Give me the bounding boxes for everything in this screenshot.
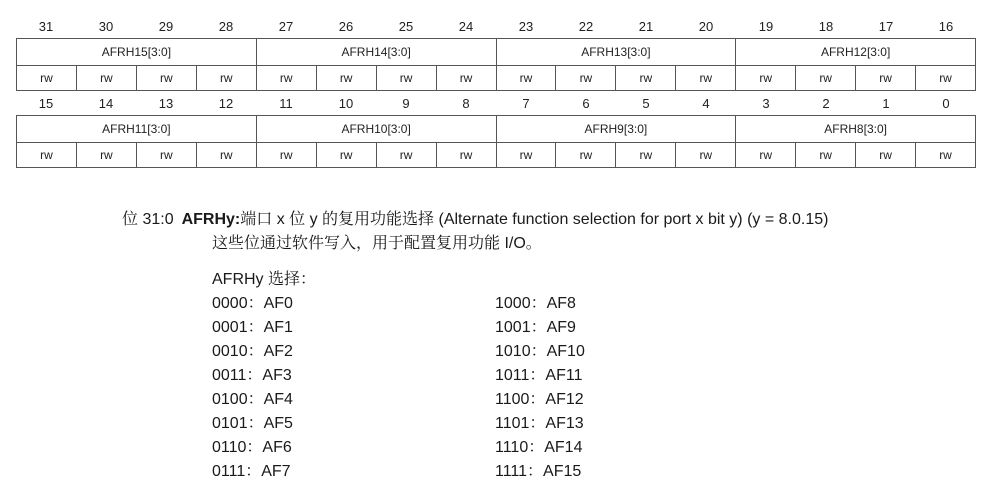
lower-access-cell: rw: [436, 143, 496, 168]
lower-access-cell: rw: [376, 143, 436, 168]
lower-access-cell: rw: [796, 143, 856, 168]
upper-access-cell: rw: [616, 66, 676, 91]
selection-item: 0010：AF2: [212, 343, 293, 360]
lower-access-cell: rw: [676, 143, 736, 168]
upper-bit-number: 22: [578, 18, 594, 34]
field-afrh12: AFRH12[3:0]: [736, 39, 976, 66]
upper-access-cell: rw: [736, 66, 796, 91]
selection-item: 1110：AF14: [495, 439, 583, 456]
upper-bit-number: 26: [338, 18, 354, 34]
upper-access-cell: rw: [436, 66, 496, 91]
lower-bit-number: 14: [98, 95, 114, 111]
upper-access-cell: rw: [136, 66, 196, 91]
lower-access-cell: rw: [76, 143, 136, 168]
upper-access-cell: rw: [796, 66, 856, 91]
selection-item: 1101：AF13: [495, 415, 584, 432]
upper-bit-number: 28: [218, 18, 234, 34]
field-afrh11: AFRH11[3:0]: [17, 116, 257, 143]
field-afrh9: AFRH9[3:0]: [496, 116, 736, 143]
lower-access-cell: rw: [496, 143, 556, 168]
upper-access-cell: rw: [17, 66, 77, 91]
upper-bit-number: 16: [938, 18, 954, 34]
upper-access-cell: rw: [496, 66, 556, 91]
upper-access-row: [17, 66, 976, 91]
register-diagram: [16, 14, 976, 168]
lower-bit-number: 5: [642, 95, 650, 111]
selection-item: 0001：AF1: [212, 319, 293, 336]
upper-bit-number: 23: [518, 18, 534, 34]
selection-item: 0111：AF7: [212, 463, 291, 480]
lower-access-cell: rw: [256, 143, 316, 168]
lower-access-cell: rw: [736, 143, 796, 168]
upper-bit-number: 25: [398, 18, 414, 34]
selection-item: 0100：AF4: [212, 391, 293, 408]
description-line2: 这些位通过软件写入，用于配置复用功能 I/O。: [212, 235, 542, 252]
upper-access-cell: rw: [256, 66, 316, 91]
upper-bit-number: 20: [698, 18, 714, 34]
selection-item: 1100：AF12: [495, 391, 584, 408]
description-headline: [122, 208, 982, 232]
lower-bit-number: 2: [822, 95, 830, 111]
lower-access-cell: rw: [616, 143, 676, 168]
selection-item: 1001：AF9: [495, 319, 576, 336]
upper-register-table: [16, 38, 976, 91]
field-afrh8: AFRH8[3:0]: [736, 116, 976, 143]
upper-bit-number: 18: [818, 18, 834, 34]
selection-item: 0101：AF5: [212, 415, 293, 432]
upper-access-cell: rw: [556, 66, 616, 91]
upper-access-cell: rw: [316, 66, 376, 91]
lower-access-cell: rw: [856, 143, 916, 168]
field-name: AFRHy:: [181, 211, 241, 228]
lower-bit-number: 8: [462, 95, 470, 111]
lower-access-cell: rw: [136, 143, 196, 168]
field-description: [122, 208, 982, 484]
lower-access-cell: rw: [556, 143, 616, 168]
lower-bit-number: 7: [522, 95, 530, 111]
selection-item: 0110：AF6: [212, 439, 292, 456]
upper-bit-number: 17: [878, 18, 894, 34]
lower-bit-number: 12: [218, 95, 234, 111]
upper-access-cell: rw: [376, 66, 436, 91]
upper-bit-number: 27: [278, 18, 294, 34]
selection-item: 0011：AF3: [212, 367, 292, 384]
lower-bit-number: 15: [38, 95, 54, 111]
upper-bit-number: 21: [638, 18, 654, 34]
lower-access-cell: rw: [316, 143, 376, 168]
upper-access-cell: rw: [76, 66, 136, 91]
upper-bit-numbers: [16, 14, 976, 38]
selection-item: 1000：AF8: [495, 295, 576, 312]
selection-item: 1010：AF10: [495, 343, 585, 360]
upper-bit-number: 19: [758, 18, 774, 34]
field-afrh10: AFRH10[3:0]: [256, 116, 496, 143]
lower-bit-number: 3: [762, 95, 770, 111]
upper-bit-number: 24: [458, 18, 474, 34]
lower-bit-number: 9: [402, 95, 410, 111]
field-afrh13: AFRH13[3:0]: [496, 39, 736, 66]
lower-register-table: [16, 115, 976, 168]
upper-bit-number: 31: [38, 18, 54, 34]
lower-bit-number: 10: [338, 95, 354, 111]
lower-bit-numbers: [16, 91, 976, 115]
lower-access-cell: rw: [916, 143, 976, 168]
selection-item: 0000：AF0: [212, 295, 293, 312]
upper-bit-number: 29: [158, 18, 174, 34]
selection-list: [212, 292, 982, 484]
selection-item: 1111：AF15: [495, 463, 582, 480]
lower-bit-number: 6: [582, 95, 590, 111]
bit-range: 位 31:0: [122, 211, 174, 228]
upper-field-row: [17, 39, 976, 66]
lower-access-cell: rw: [17, 143, 77, 168]
upper-bit-number: 30: [98, 18, 114, 34]
lower-access-cell: rw: [196, 143, 256, 168]
lower-access-row: [17, 143, 976, 168]
lower-bit-number: 1: [882, 95, 890, 111]
field-afrh15: AFRH15[3:0]: [17, 39, 257, 66]
lower-bit-number: 0: [942, 95, 950, 111]
upper-access-cell: rw: [676, 66, 736, 91]
selection-item: 1011：AF11: [495, 367, 583, 384]
description-title: 端口 x 位 y 的复用功能选择 (Alternate function selection for port x bit y) (y = 8.0.15): [240, 211, 829, 228]
upper-access-cell: rw: [916, 66, 976, 91]
lower-bit-number: 11: [279, 95, 293, 111]
selection-title: AFRHy 选择：: [212, 271, 317, 288]
lower-bit-number: 13: [158, 95, 174, 111]
upper-access-cell: rw: [856, 66, 916, 91]
lower-field-row: [17, 116, 976, 143]
field-afrh14: AFRH14[3:0]: [256, 39, 496, 66]
upper-access-cell: rw: [196, 66, 256, 91]
lower-bit-number: 4: [702, 95, 710, 111]
